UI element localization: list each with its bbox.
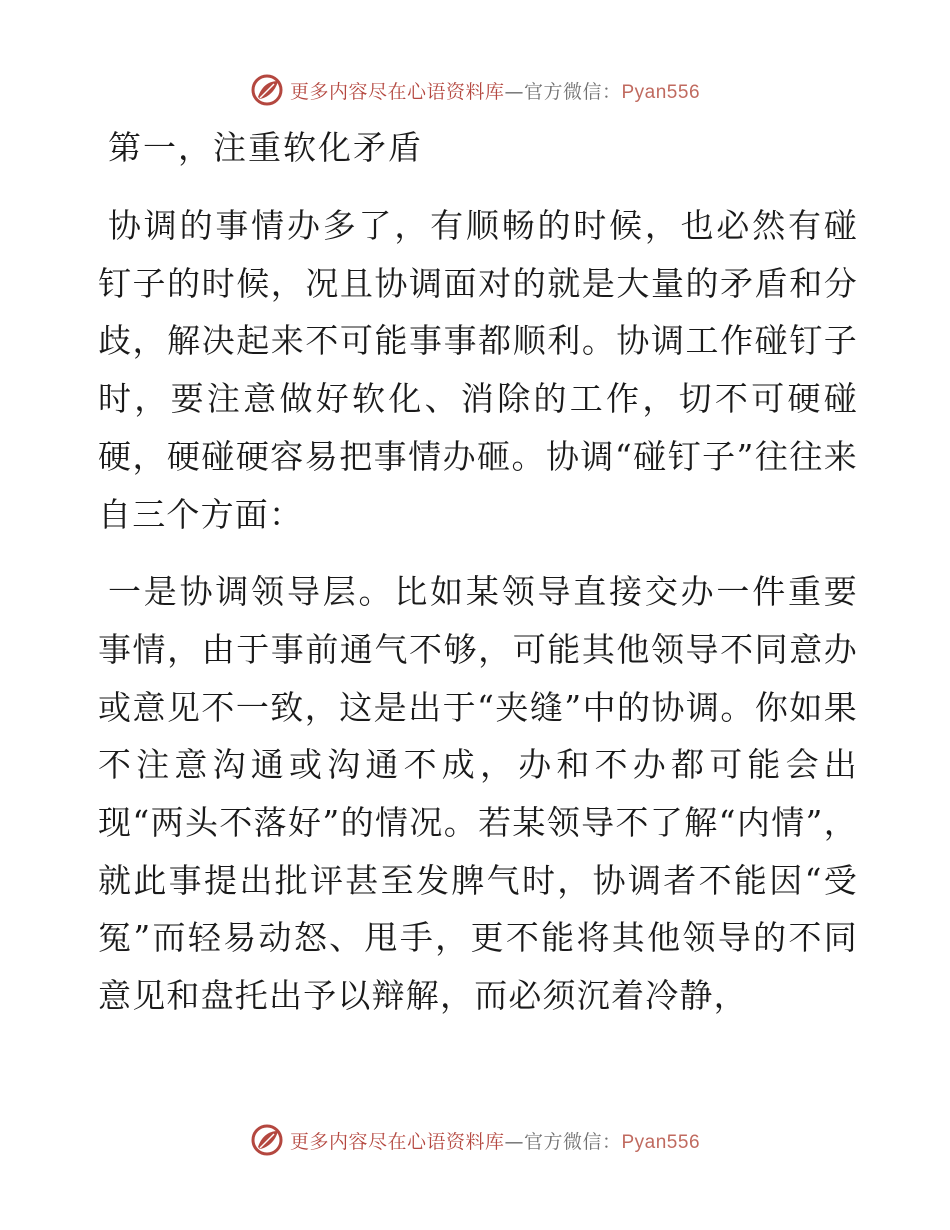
watermark-text [290, 1127, 700, 1154]
watermark-text [290, 77, 700, 104]
watermark-site: 更多内容尽在心语资料库 [289, 1130, 505, 1153]
watermark-separator: — [504, 80, 524, 103]
watermark-wechat-label: 官方微信： [523, 1130, 622, 1153]
paragraph-intro: 协调的事情办多了，有顺畅的时候，也必然有碰钉子的时候，况且协调面对的就是大量的矛盾和分歧，解决起来不可能事事都顺利。协调工作碰钉子时，要注意做好软化、消除的工作，切不可硬碰硬，硬碰硬容易把事情办砸。协调“碰钉子”往往来自三个方面： [98, 206, 858, 534]
watermark-site: 更多内容尽在心语资料库 [289, 80, 505, 103]
section-heading: 第一，注重软化矛盾 [108, 128, 423, 167]
leaf-logo-icon [250, 73, 284, 107]
watermark-wechat-id: Pyan556 [621, 81, 701, 103]
watermark-separator: — [504, 1130, 524, 1153]
paragraph-leadership: 一是协调领导层。比如某领导直接交办一件重要事情，由于事前通气不够，可能其他领导不同意办或意见不一致，这是出于“夹缝”中的协调。你如果不注意沟通或沟通不成，办和不办都可能会出现“两头不落好”的情况。若某领导不了解“内情”，就此事提出批评甚至发脾气时，协调者不能因“受冤”而轻易动怒、甩手，更不能将其他领导的不同意见和盘托出予以辩解，而必须沉着冷静， [98, 572, 858, 1016]
watermark-wechat-id: Pyan556 [621, 1131, 701, 1153]
leaf-logo-icon [250, 1123, 284, 1157]
document-body [98, 125, 858, 1045]
footer-watermark [0, 1120, 950, 1160]
watermark-wechat-label: 官方微信： [523, 80, 622, 103]
header-watermark [0, 70, 950, 110]
